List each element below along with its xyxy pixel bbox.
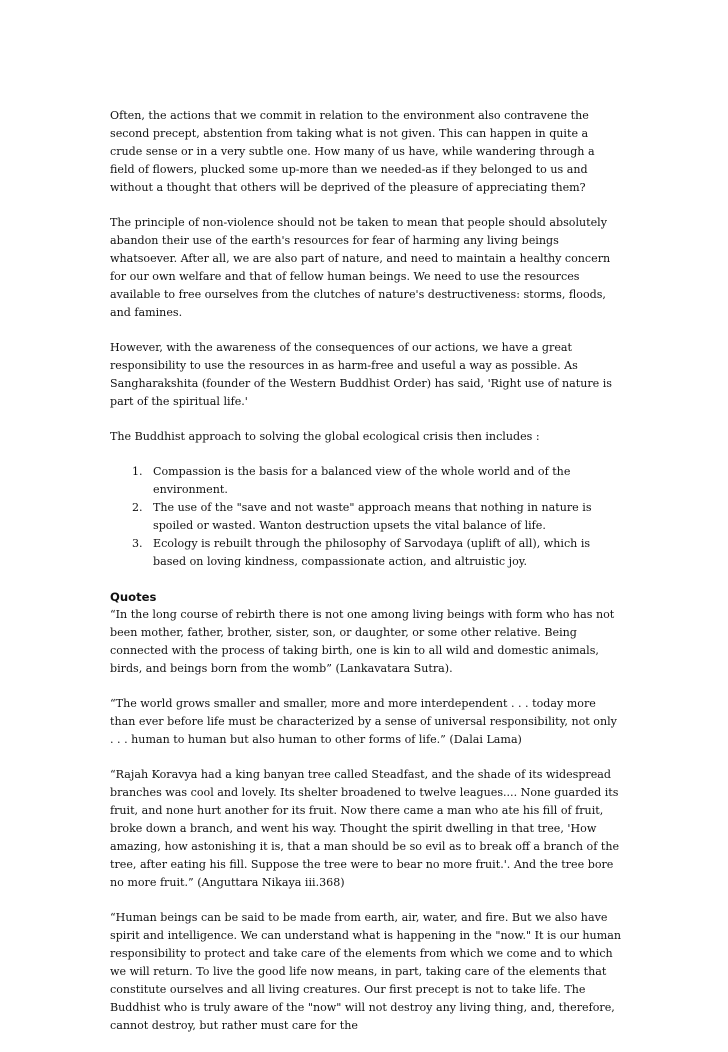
list-number: 1. xyxy=(132,465,143,478)
list-number: 2. xyxy=(132,501,143,514)
list-item-text: The use of the "save and not waste" approach means that nothing in nature is spoiled or wasted. Wanton destruction upsets the vital balance of life. xyxy=(153,501,592,532)
list-item xyxy=(110,535,622,571)
list-item xyxy=(110,499,622,535)
list-item-text: Compassion is the basis for a balanced view of the whole world and of the environment. xyxy=(153,465,571,496)
approach-list xyxy=(110,463,622,571)
paragraph-responsibility: However, with the awareness of the consequences of our actions, we have a great responsibility to use the resources in as harm-free and useful a way as possible. As Sangharakshita (founder of the Western Buddhist Order) has said, 'Right use of nature is part of the spiritual life.' xyxy=(110,341,613,408)
quotes-heading: Quotes xyxy=(110,590,157,604)
paragraph-second-precept: Often, the actions that we commit in relation to the environment also contravene the second precept, abstention from taking what is not given. This can happen in quite a crude sense or in a very subtle one. How many of us have, while wandering through a field of flowers, plucked some up-more than we needed-as if they belonged to us and without a thought that others will be deprived of the pleasure of appreciating them? xyxy=(110,109,595,194)
list-number: 3. xyxy=(132,537,143,550)
document-page xyxy=(110,107,622,1052)
list-item xyxy=(110,463,622,499)
paragraph-non-violence: The principle of non-violence should not be taken to mean that people should absolutely abandon their use of the earth's resources for fear of harming any living beings whatsoever. After all, we are also part of nature, and need to maintain a healthy concern for our own welfare and that of fellow human beings. We need to use the resources available to free ourselves from the clutches of nature's destructiveness: storms, floods, and famines. xyxy=(110,216,611,319)
quote-lankavatara: “In the long course of rebirth there is not one among living beings with form who has not been mother, father, brother, sister, son, or daughter, or some other relative. Being connected with the process of taking birth, one is kin to all wild and domestic animals, birds, and beings born from the womb” (Lankavatara Sutra). xyxy=(110,608,615,675)
quote-human-beings: “Human beings can be said to be made from earth, air, water, and fire. But we also have spirit and intelligence. We can understand what is happening in the "now." It is our human responsibility to protect and take care of the elements from which we come and to which we will return. To live the good life now means, in part, taking care of the elements that constitute ourselves and all living creatures. Our first precept is not to take life. The Buddhist who is truly aware of the "now" will not destroy any living thing, and, therefore, cannot destroy, but rather must care for the xyxy=(110,911,621,1032)
paragraph-approach-intro: The Buddhist approach to solving the global ecological crisis then includes : xyxy=(110,430,540,443)
quote-anguttara: “Rajah Koravya had a king banyan tree called Steadfast, and the shade of its widespread branches was cool and lovely. Its shelter broadened to twelve leagues.... None guarded its fruit, and none hurt another for its fruit. Now there came a man who ate his fill of fruit, broke down a branch, and went his way. Thought the spirit dwelling in that tree, 'How amazing, how astonishing it is, that a man should be so evil as to break off a branch of the tree, after eating his fill. Suppose the tree were to bear no more fruit.'. And the tree bore no more fruit.” (Anguttara Nikaya iii.368) xyxy=(110,768,620,889)
list-item-text: Ecology is rebuilt through the philosophy of Sarvodaya (uplift of all), which is based on loving kindness, compassionate action, and altruistic joy. xyxy=(153,537,591,568)
quote-dalai-lama: “The world grows smaller and smaller, more and more interdependent . . . today more than ever before life must be characterized by a sense of universal responsibility, not only . . . human to human but also human to other forms of life.” (Dalai Lama) xyxy=(110,697,617,746)
